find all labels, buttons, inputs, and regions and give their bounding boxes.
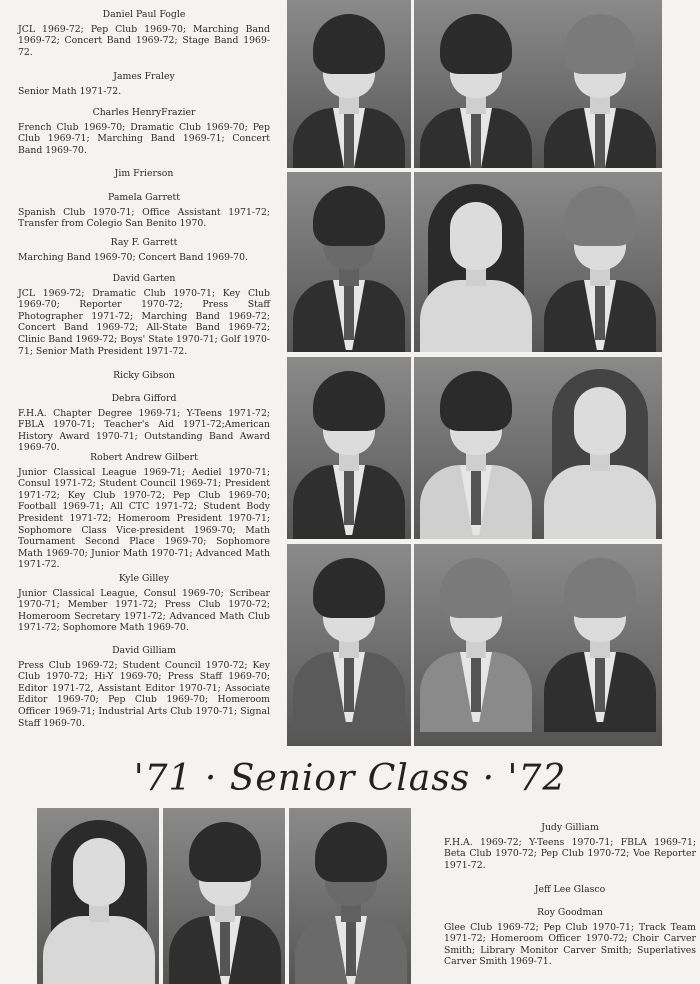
bio-pamela-garrett: [18, 192, 270, 230]
bio-jim-frierson: [18, 168, 270, 183]
student-name: Charles HenryFrazier: [92, 107, 196, 118]
bio-judy-gilliam: [444, 822, 696, 871]
student-activities: F.H.A. Chapter Degree 1969-71; Y-Teens 1971-72; FBLA 1970-71; Teacher's Aid 1971-72;American History Award 1970-71; Outstanding Band Award 1969-70.: [18, 407, 270, 454]
student-activities: Senior Math 1971-72.: [18, 85, 122, 97]
portrait-photo: [538, 172, 662, 352]
bio-david-gilliam: [18, 645, 270, 729]
student-name: Jim Frierson: [114, 168, 174, 179]
student-activities: Junior Classical League 1969-71; Aediel 1970-71; Consul 1971-72; Student Council 1969-71; President 1971-72; Key Club 1970-72; Pep Club 1969-70; Football 1969-71; All CTC 1971-72; Student Body President 1971-72; Homeroom President 1970-71; Sophomore Class Vice-president 1969-70; Math Tournament Second Place 1969-70; Sophomore Math 1969-70; Junior Math 1970-71; Advanced Math 1971-72.: [18, 466, 270, 571]
portrait-photo: [538, 0, 662, 168]
student-activities: Spanish Club 1970-71; Office Assistant 1971-72; Transfer from Colegio San Benito 1970.: [18, 206, 270, 230]
student-name: Robert Andrew Gilbert: [90, 452, 198, 463]
bio-jeff-glasco: [444, 884, 696, 899]
student-name: Roy Goodman: [537, 907, 603, 918]
student-name: James Fraley: [113, 71, 175, 82]
portrait-photo: [414, 544, 538, 746]
student-activities: Junior Classical League, Consul 1969-70; Scribear 1970-71; Member 1971-72; Press Club 1970-72; Homeroom Secretary 1971-72; Advanced Math Club 1971-72; Sophomore Math 1969-70.: [18, 587, 270, 634]
bio-james-fraley: [18, 71, 270, 97]
student-name: Debra Gifford: [111, 393, 177, 404]
student-name: David Garten: [112, 273, 176, 284]
portrait-photo: [287, 0, 411, 168]
bio-daniel-fogle: [18, 9, 270, 58]
student-activities: JCL 1969-72; Pep Club 1969-70; Marching Band 1969-72; Concert Band 1969-72; Stage Band 1969-72.: [18, 23, 270, 58]
bio-roy-goodman: [444, 907, 696, 968]
student-activities: Marching Band 1969-70; Concert Band 1969-70.: [18, 251, 248, 263]
portrait-photo: [538, 357, 662, 539]
bio-debra-gifford: [18, 393, 270, 454]
bio-charles-frazier: [18, 107, 270, 156]
portrait-photo: [37, 808, 159, 984]
student-activities: Press Club 1969-72; Student Council 1970-72; Key Club 1970-72; Hi-Y 1969-70; Press Staff 1969-70; Editor 1971-72, Assistant Editor 1970-71; Associate Editor 1969-70; Pep Club 1969-70; Homeroom Officer 1969-71; Industrial Arts Club 1970-71; Signal Staff 1969-70.: [18, 659, 270, 729]
student-name: David Gilliam: [112, 645, 176, 656]
student-activities: French Club 1969-70; Dramatic Club 1969-70; Pep Club 1969-71; Marching Band 1969-71; Concert Band 1969-70.: [18, 121, 270, 156]
portrait-photo: [287, 172, 411, 352]
student-activities: JCL 1969-72; Dramatic Club 1970-71; Key Club 1969-70; Reporter 1970-72; Press Staff Photographer 1971-72; Marching Band 1969-72; Concert Band 1969-72; All-State Band 1969-72; Clinic Band 1969-72; Boys' State 1970-71; Golf 1970-71; Senior Math President 1971-72.: [18, 287, 270, 357]
student-activities: Glee Club 1969-72; Pep Club 1970-71; Track Team 1971-72; Homeroom Officer 1970-72; Choir Carver Smith; Library Monitor Carver Smith; Superlatives Carver Smith 1969-71.: [444, 921, 696, 968]
portrait-photo: [414, 172, 538, 352]
bio-david-garten: [18, 273, 270, 357]
portrait-photo: [414, 0, 538, 168]
student-activities: F.H.A. 1969-72; Y-Teens 1970-71; FBLA 1969-71; Beta Club 1970-72; Pep Club 1970-72; Voe Reporter 1971-72.: [444, 836, 696, 871]
portrait-photo: [414, 357, 538, 539]
portrait-photo: [287, 544, 411, 746]
bio-kyle-gilley: [18, 573, 270, 634]
student-name: Ricky Gibson: [113, 370, 175, 381]
student-name: Jeff Lee Glasco: [534, 884, 606, 895]
student-name: Judy Gilliam: [541, 822, 599, 833]
portrait-photo: [287, 357, 411, 539]
bio-ricky-gibson: [18, 370, 270, 385]
page-title: '71 · Senior Class · '72: [133, 758, 567, 799]
bio-ray-garrett: [18, 237, 270, 263]
student-name: Daniel Paul Fogle: [102, 9, 186, 20]
student-name: Pamela Garrett: [107, 192, 180, 203]
student-name: Ray F. Garrett: [110, 237, 178, 248]
bio-robert-gilbert: [18, 452, 270, 571]
student-name: Kyle Gilley: [118, 573, 170, 584]
portrait-photo: [538, 544, 662, 746]
portrait-photo: [289, 808, 411, 984]
portrait-photo: [163, 808, 285, 984]
